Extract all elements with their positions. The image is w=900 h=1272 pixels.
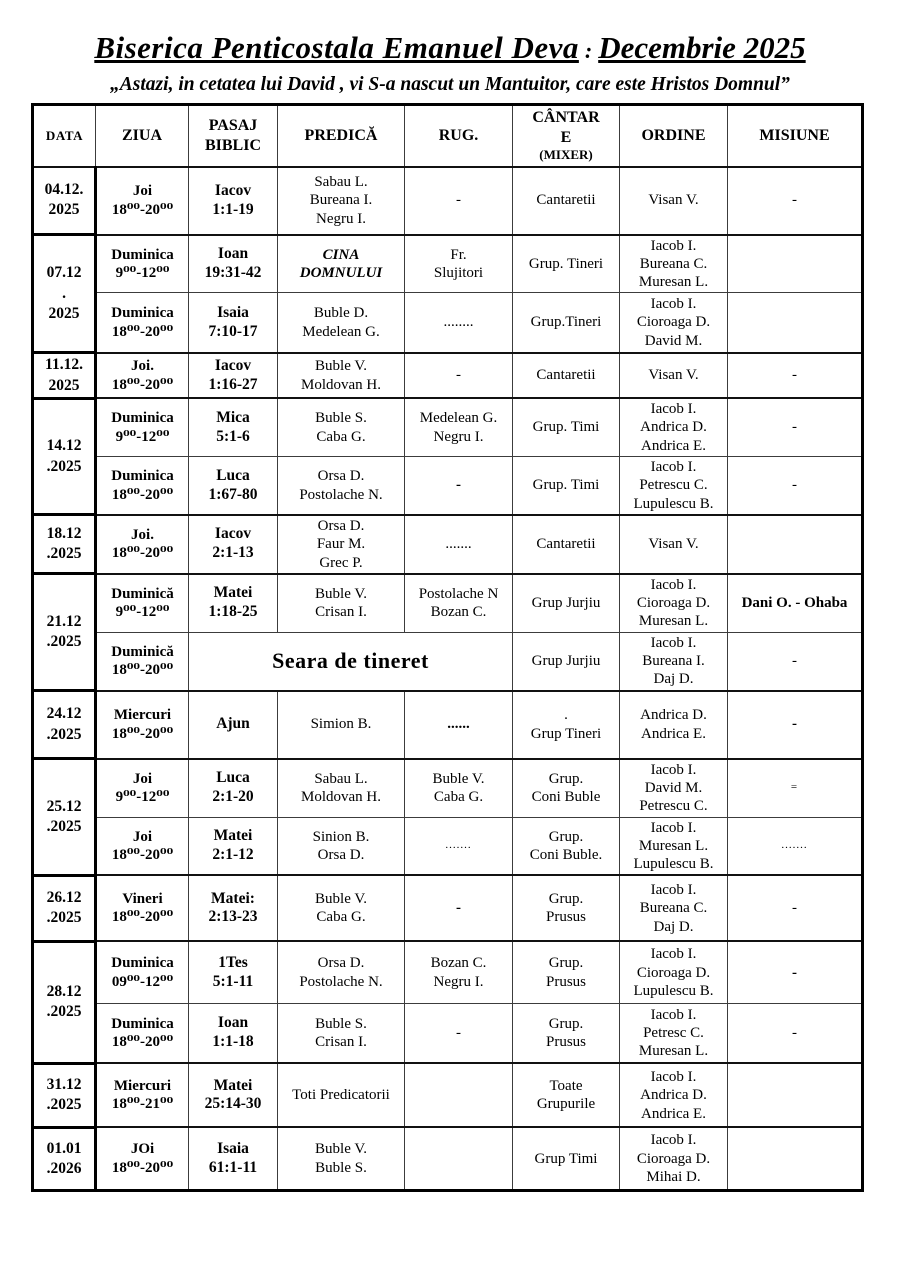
pasaj-cell: Matei 2:1-12	[189, 817, 278, 875]
predica-cell: CINA DOMNULUI	[278, 235, 405, 293]
table-row	[33, 353, 863, 398]
ordine-cell: Iacob I. Bureana C. Daj D.	[620, 875, 728, 941]
header-row	[33, 105, 863, 167]
predica-cell: Orsa D. Faur M. Grec P.	[278, 515, 405, 574]
rug-cell: .......	[405, 515, 513, 574]
ordine-cell: Iacob I. Cioroaga D. Muresan L.	[620, 574, 728, 632]
predica-cell: Toti Predicatorii	[278, 1063, 405, 1127]
rug-cell: Fr. Slujitori	[405, 235, 513, 293]
rug-cell: -	[405, 457, 513, 515]
cantare-cell: Toate Grupurile	[513, 1063, 620, 1127]
misiune-cell: -	[728, 691, 863, 759]
pasaj-cell: 1Tes 5:1-11	[189, 941, 278, 1003]
schedule-month: Decembrie 2025	[598, 30, 806, 65]
date-cell: 31.12 .2025	[33, 1063, 96, 1127]
ordine-cell: Visan V.	[620, 515, 728, 574]
pasaj-cell: Iacov 2:1-13	[189, 515, 278, 574]
table-row	[33, 759, 863, 817]
ordine-cell: Iacob I. Bureana I. Daj D.	[620, 632, 728, 690]
column-header-predica: PREDICĂ	[278, 105, 405, 167]
predica-cell: Buble S. Crisan I.	[278, 1003, 405, 1063]
column-header-rug: RUG.	[405, 105, 513, 167]
misiune-cell	[728, 515, 863, 574]
misiune-cell: -	[728, 632, 863, 690]
pasaj-cell: Isaia 7:10-17	[189, 293, 278, 353]
misiune-cell: -	[728, 1003, 863, 1063]
ziua-cell: Joi. 18⁰⁰-20⁰⁰	[96, 353, 189, 398]
table-row	[33, 293, 863, 353]
predica-cell: Orsa D. Postolache N.	[278, 941, 405, 1003]
rug-cell	[405, 1127, 513, 1190]
predica-cell: Buble V. Crisan I.	[278, 574, 405, 632]
misiune-cell	[728, 235, 863, 293]
table-row	[33, 1063, 863, 1127]
table-row	[33, 875, 863, 941]
predica-cell: Sinion B. Orsa D.	[278, 817, 405, 875]
misiune-cell: -	[728, 875, 863, 941]
pasaj-cell: Matei: 2:13-23	[189, 875, 278, 941]
ordine-cell: Andrica D. Andrica E.	[620, 691, 728, 759]
predica-cell: Sabau L. Bureana I. Negru I.	[278, 167, 405, 235]
pasaj-cell: Ajun	[189, 691, 278, 759]
church-name: Biserica Penticostala Emanuel Deva	[94, 30, 579, 65]
ordine-cell: Visan V.	[620, 167, 728, 235]
cantare-cell: Grup. Prusus	[513, 1003, 620, 1063]
page-title	[0, 30, 900, 66]
ziua-cell: Miercuri 18⁰⁰-20⁰⁰	[96, 691, 189, 759]
column-header-ordine: ORDINE	[620, 105, 728, 167]
ordine-cell: Iacob I. Petrescu C. Lupulescu B.	[620, 457, 728, 515]
rug-cell: -	[405, 167, 513, 235]
pasaj-cell: Ioan 1:1-18	[189, 1003, 278, 1063]
predica-cell: Buble D. Medelean G.	[278, 293, 405, 353]
predica-cell: Buble V. Caba G.	[278, 875, 405, 941]
predica-cell: Orsa D. Postolache N.	[278, 457, 405, 515]
rug-cell: Medelean G. Negru I.	[405, 398, 513, 456]
ziua-cell: Miercuri 18⁰⁰-21⁰⁰	[96, 1063, 189, 1127]
ziua-cell: JOi 18⁰⁰-20⁰⁰	[96, 1127, 189, 1190]
misiune-cell	[728, 1127, 863, 1190]
rug-cell: -	[405, 1003, 513, 1063]
cantare-cell: Cantaretii	[513, 353, 620, 398]
pasaj-cell: Iacov 1:16-27	[189, 353, 278, 398]
predica-cell: Sabau L. Moldovan H.	[278, 759, 405, 817]
misiune-cell: -	[728, 457, 863, 515]
rug-cell: ........	[405, 293, 513, 353]
rug-cell: Buble V. Caba G.	[405, 759, 513, 817]
ordine-cell: Iacob I. Cioroaga D. David M.	[620, 293, 728, 353]
ziua-cell: Duminica 09⁰⁰-12⁰⁰	[96, 941, 189, 1003]
date-cell: 18.12 .2025	[33, 515, 96, 574]
date-cell: 24.12 .2025	[33, 691, 96, 759]
date-cell: 21.12 .2025	[33, 574, 96, 691]
predica-cell: Buble V. Buble S.	[278, 1127, 405, 1190]
date-cell: 14.12 .2025	[33, 398, 96, 515]
ziua-cell: Duminica 18⁰⁰-20⁰⁰	[96, 1003, 189, 1063]
rug-cell: .......	[405, 817, 513, 875]
ziua-cell: Duminica 18⁰⁰-20⁰⁰	[96, 293, 189, 353]
misiune-cell: -	[728, 167, 863, 235]
ordine-cell: Iacob I. Cioroaga D. Mihai D.	[620, 1127, 728, 1190]
table-row	[33, 235, 863, 293]
date-cell: 01.01 .2026	[33, 1127, 96, 1190]
column-header-ziua: ZIUA	[96, 105, 189, 167]
pasaj-cell: Mica 5:1-6	[189, 398, 278, 456]
pasaj-cell: Matei 25:14-30	[189, 1063, 278, 1127]
cantare-cell: Grup.Tineri	[513, 293, 620, 353]
pasaj-cell: Luca 2:1-20	[189, 759, 278, 817]
misiune-cell	[728, 1063, 863, 1127]
ziua-cell: Joi 9⁰⁰-12⁰⁰	[96, 759, 189, 817]
misiune-cell: =	[728, 759, 863, 817]
ordine-cell: Iacob I. Petresc C. Muresan L.	[620, 1003, 728, 1063]
date-cell: 26.12 .2025	[33, 875, 96, 941]
ordine-cell: Iacob I. Bureana C. Muresan L.	[620, 235, 728, 293]
column-header-data: DATA	[33, 105, 96, 167]
misiune-cell: -	[728, 398, 863, 456]
cantare-cell: Grup. Timi	[513, 457, 620, 515]
cantare-cell: Grup Jurjiu	[513, 574, 620, 632]
misiune-cell: -	[728, 353, 863, 398]
predica-cell: Simion B.	[278, 691, 405, 759]
ziua-cell: Duminică 9⁰⁰-12⁰⁰	[96, 574, 189, 632]
cantare-cell: Grup. Timi	[513, 398, 620, 456]
ziua-cell: Duminică 18⁰⁰-20⁰⁰	[96, 632, 189, 690]
scripture-verse: „Astazi, in cetatea lui David , vi S-a nascut un Mantuitor, care este Hristos Domnul”	[110, 74, 790, 95]
table-row	[33, 457, 863, 515]
cantare-cell: Grup. Coni Buble	[513, 759, 620, 817]
ziua-cell: Duminica 9⁰⁰-12⁰⁰	[96, 398, 189, 456]
date-cell: 04.12. 2025	[33, 167, 96, 235]
cantare-cell: Grup Jurjiu	[513, 632, 620, 690]
rug-cell: -	[405, 875, 513, 941]
cantare-cell: Grup. Tineri	[513, 235, 620, 293]
column-header-pasaj: PASAJ BIBLIC	[189, 105, 278, 167]
table-row	[33, 398, 863, 456]
misiune-cell: .......	[728, 817, 863, 875]
ordine-cell: Iacob I. Muresan L. Lupulescu B.	[620, 817, 728, 875]
cantare-cell: Cantaretii	[513, 167, 620, 235]
rug-cell: Bozan C. Negru I.	[405, 941, 513, 1003]
ordine-cell: Iacob I. Cioroaga D. Lupulescu B.	[620, 941, 728, 1003]
ordine-cell: Iacob I. David M. Petrescu C.	[620, 759, 728, 817]
ziua-cell: Joi. 18⁰⁰-20⁰⁰	[96, 515, 189, 574]
title-separator: :	[584, 38, 593, 63]
rug-cell	[405, 1063, 513, 1127]
date-cell: 28.12 .2025	[33, 941, 96, 1063]
ordine-cell: Iacob I. Andrica D. Andrica E.	[620, 398, 728, 456]
rug-cell: ......	[405, 691, 513, 759]
pasaj-cell: Matei 1:18-25	[189, 574, 278, 632]
table-row	[33, 1127, 863, 1190]
table-row	[33, 1003, 863, 1063]
table-row	[33, 574, 863, 632]
ziua-cell: Vineri 18⁰⁰-20⁰⁰	[96, 875, 189, 941]
date-cell: 25.12 .2025	[33, 759, 96, 876]
cantare-cell: Grup. Coni Buble.	[513, 817, 620, 875]
date-cell: 07.12 . 2025	[33, 235, 96, 353]
column-header-misiune: MISIUNE	[728, 105, 863, 167]
ordine-cell: Visan V.	[620, 353, 728, 398]
predica-cell: Buble S. Caba G.	[278, 398, 405, 456]
rug-cell: -	[405, 353, 513, 398]
cantare-cell: . Grup Tineri	[513, 691, 620, 759]
pasaj-cell: Luca 1:67-80	[189, 457, 278, 515]
schedule-table	[31, 103, 864, 1192]
cantare-cell: Grup. Prusus	[513, 941, 620, 1003]
pasaj-cell: Ioan 19:31-42	[189, 235, 278, 293]
pasaj-cell: Iacov 1:1-19	[189, 167, 278, 235]
ziua-cell: Joi 18⁰⁰-20⁰⁰	[96, 817, 189, 875]
ziua-cell: Duminica 9⁰⁰-12⁰⁰	[96, 235, 189, 293]
date-cell: 11.12. 2025	[33, 353, 96, 398]
schedule-body	[33, 167, 863, 1191]
column-header-cantare: CÂNTAR E (MIXER)	[513, 105, 620, 167]
table-row	[33, 515, 863, 574]
misiune-cell: Dani O. - Ohaba	[728, 574, 863, 632]
table-row	[33, 817, 863, 875]
misiune-cell	[728, 293, 863, 353]
cantare-cell: Grup Timi	[513, 1127, 620, 1190]
rug-cell: Postolache N Bozan C.	[405, 574, 513, 632]
table-row	[33, 691, 863, 759]
predica-cell: Seara de tineret	[189, 632, 513, 690]
pasaj-cell: Isaia 61:1-11	[189, 1127, 278, 1190]
table-row	[33, 632, 863, 690]
table-row	[33, 941, 863, 1003]
cantare-cell: Grup. Prusus	[513, 875, 620, 941]
cantare-cell: Cantaretii	[513, 515, 620, 574]
table-row	[33, 167, 863, 235]
ziua-cell: Duminica 18⁰⁰-20⁰⁰	[96, 457, 189, 515]
ordine-cell: Iacob I. Andrica D. Andrica E.	[620, 1063, 728, 1127]
ziua-cell: Joi 18⁰⁰-20⁰⁰	[96, 167, 189, 235]
misiune-cell: -	[728, 941, 863, 1003]
predica-cell: Buble V. Moldovan H.	[278, 353, 405, 398]
